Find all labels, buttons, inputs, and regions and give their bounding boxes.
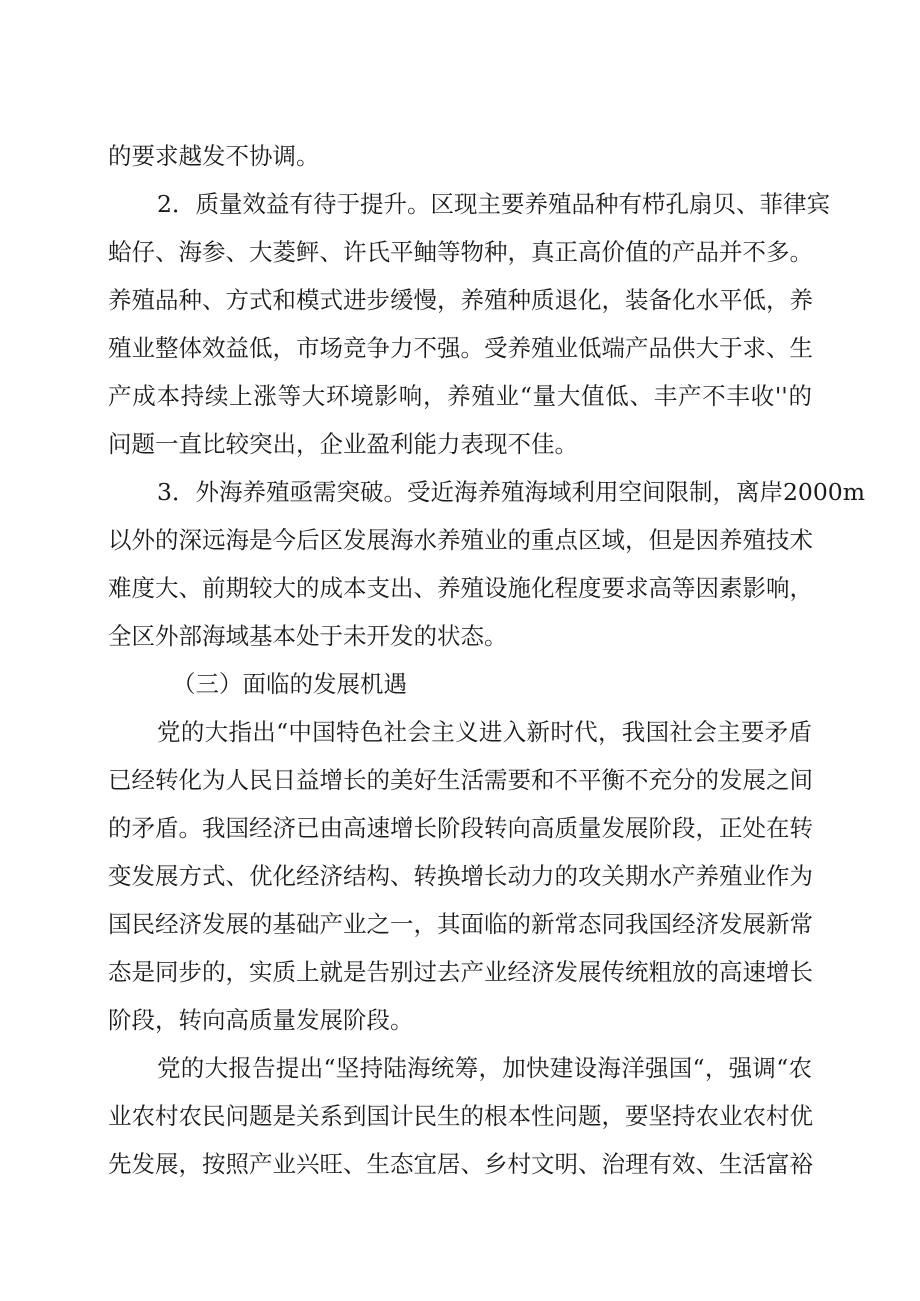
text-line: 2．质量效益有待于提升。区现主要养殖品种有栉孔扇贝、菲律宾: [157, 190, 830, 218]
text-line: 以外的深远海是今后区发展海水养殖业的重点区域，但是因养殖技术: [108, 526, 813, 554]
section-heading: （三）面临的发展机遇: [172, 670, 407, 698]
text-line: 国民经济发展的基础产业之一，其面临的新常态同我国经济发展新常: [108, 910, 813, 938]
text-line: 已经转化为人民日益增长的美好生活需要和不平衡不充分的发展之间: [108, 766, 813, 794]
text-line: 难度大、前期较大的成本支出、养殖设施化程度要求高等因素影响，: [108, 574, 813, 602]
text-line: 3．外海养殖亟需突破。受近海养殖海域利用空间限制，离岸2000m: [157, 478, 866, 506]
text-line: 态是同步的，实质上就是告别过去产业经济发展传统粗放的高速增长: [108, 958, 813, 986]
text-line: 全区外部海域基本处于未开发的状态。: [108, 622, 508, 650]
text-line: 问题一直比较突出，企业盈利能力表现不佳。: [108, 430, 578, 458]
text-line: 的矛盾。我国经济已由高速增长阶段转向高质量发展阶段，正处在转: [108, 814, 813, 842]
text-line: 产成本持续上涨等大环境影响，养殖业“量大值低、丰产不丰收''的: [108, 382, 812, 410]
text-line: 先发展，按照产业兴旺、生态宜居、乡村文明、治理有效、生活富裕: [108, 1150, 813, 1178]
text-line: 变发展方式、优化经济结构、转换增长动力的攻关期水产养殖业作为: [108, 862, 813, 890]
text-line: 蛤仔、海参、大菱鲆、许氏平鲉等物种，真正高价值的产品并不多。: [108, 238, 813, 266]
text-line: 殖业整体效益低，市场竞争力不强。受养殖业低端产品供大于求、生: [108, 334, 813, 362]
text-line: 阶段，转向高质量发展阶段。: [108, 1006, 414, 1034]
text-line: 党的大报告提出“坚持陆海统筹，加快建设海洋强国“，强调“农: [157, 1054, 812, 1082]
text-line: 党的大指出“中国特色社会主义进入新时代，我国社会主要矛盾: [157, 718, 812, 746]
text-line: 养殖品种、方式和模式进步缓慢，养殖种质退化，装备化水平低，养: [108, 286, 813, 314]
text-line: 业农村农民问题是关系到国计民生的根本性问题，要坚持农业农村优: [108, 1102, 813, 1130]
text-line: 的要求越发不协调。: [108, 142, 320, 170]
